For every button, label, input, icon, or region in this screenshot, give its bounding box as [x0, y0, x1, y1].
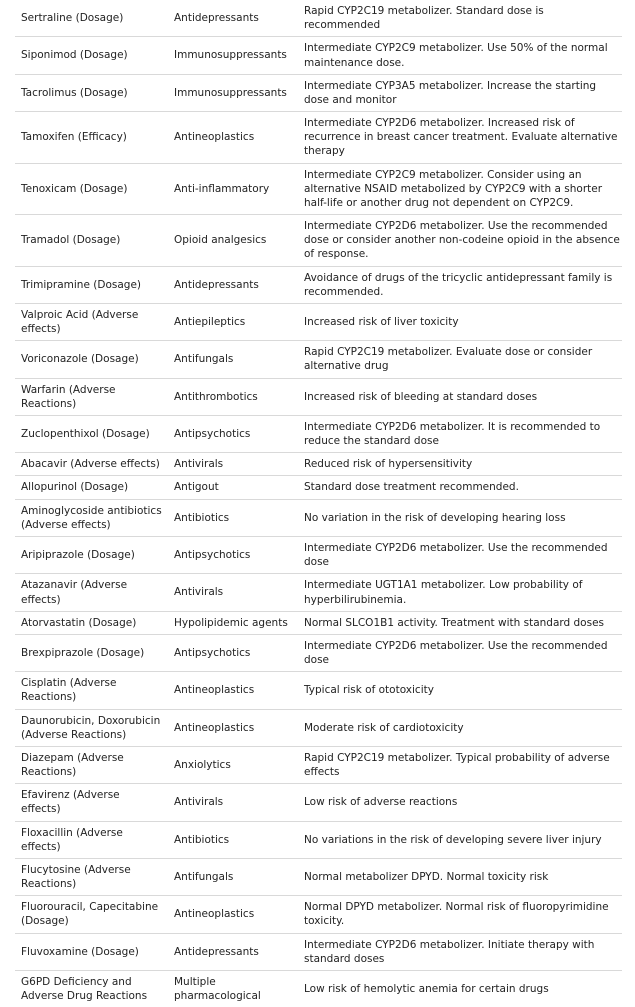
drug-category-cell: Antibiotics — [168, 499, 298, 536]
table-row — [15, 858, 622, 895]
drug-category-cell: Antibiotics — [168, 821, 298, 858]
drug-category-cell: Antipsychotics — [168, 634, 298, 671]
recommendation-cell: Rapid CYP2C19 metabolizer. Typical probability of adverse effects — [298, 746, 622, 783]
drug-name-cell: Diazepam (Adverse Reactions) — [15, 746, 168, 783]
recommendation-cell: Intermediate CYP2C9 metabolizer. Consider using an alternative NSAID metabolized by CYP2C9 with a shorter half-life or another drug not dependent on CYP2C9. — [298, 163, 622, 215]
recommendation-cell: Rapid CYP2C19 metabolizer. Standard dose is recommended — [304, 5, 544, 32]
drug-name-cell: Zuclopenthixol (Dosage) — [15, 415, 168, 452]
table-row — [15, 37, 622, 74]
drug-name-cell: Tamoxifen (Efficacy) — [15, 112, 168, 164]
recommendation-cell: Intermediate UGT1A1 metabolizer. Low probability of hyperbilirubinemia. — [298, 574, 622, 611]
drug-name-cell: Sertraline (Dosage) — [21, 12, 124, 25]
recommendation-cell: Avoidance of drugs of the tricyclic antidepressant family is recommended. — [298, 266, 622, 303]
table-row — [15, 634, 622, 671]
drug-name-cell: Floxacillin (Adverse effects) — [15, 821, 168, 858]
table-row — [15, 215, 622, 267]
drug-category-cell: Antidepressants — [168, 933, 298, 970]
drug-name-cell: Efavirenz (Adverse effects) — [15, 784, 168, 821]
drug-name-cell: Trimipramine (Dosage) — [15, 266, 168, 303]
table-row — [15, 378, 622, 415]
recommendation-cell: Typical risk of ototoxicity — [298, 672, 622, 709]
table-row — [15, 74, 622, 111]
drug-name-cell: Tenoxicam (Dosage) — [15, 163, 168, 215]
table-row — [15, 499, 622, 536]
table-row — [15, 476, 622, 499]
recommendation-cell: Intermediate CYP2D6 metabolizer. It is recommended to reduce the standard dose — [298, 415, 622, 452]
drug-name-cell: Brexpiprazole (Dosage) — [15, 634, 168, 671]
drug-name-cell: Tramadol (Dosage) — [15, 215, 168, 267]
table-row — [15, 896, 622, 933]
drug-category-cell: Antifungals — [168, 858, 298, 895]
drug-name-cell: G6PD Deficiency and Adverse Drug Reactions — [15, 970, 168, 1007]
table-row — [15, 341, 622, 378]
recommendation-cell: Intermediate CYP2D6 metabolizer. Use the recommended dose or consider another non-codeine opioid in the absence of response. — [298, 215, 622, 267]
drug-name-cell: Tacrolimus (Dosage) — [15, 74, 168, 111]
drug-name-cell: Fluorouracil, Capecitabine (Dosage) — [15, 896, 168, 933]
drug-name-cell: Flucytosine (Adverse Reactions) — [15, 858, 168, 895]
drug-category-cell: Antivirals — [168, 574, 298, 611]
table-row — [15, 266, 622, 303]
drug-name-cell: Valproic Acid (Adverse effects) — [15, 303, 168, 340]
drug-category-cell: Antivirals — [168, 784, 298, 821]
drug-name-cell: Atorvastatin (Dosage) — [15, 611, 168, 634]
recommendation-cell: Intermediate CYP2D6 metabolizer. Increased risk of recurrence in breast cancer treatment. Evaluate alternative therapy — [298, 112, 622, 164]
drug-category-cell: Antigout — [168, 476, 298, 499]
drug-name-cell: Voriconazole (Dosage) — [15, 341, 168, 378]
recommendation-cell: Reduced risk of hypersensitivity — [298, 453, 622, 476]
drug-name-cell: Siponimod (Dosage) — [15, 37, 168, 74]
table-row — [15, 709, 622, 746]
drug-category-cell: Antiepileptics — [168, 303, 298, 340]
drug-category-cell: Immunosuppressants — [168, 37, 298, 74]
drug-category-cell: Antineoplastics — [168, 112, 298, 164]
recommendation-cell: Low risk of hemolytic anemia for certain drugs — [298, 970, 622, 1007]
drug-category-cell: Anxiolytics — [168, 746, 298, 783]
drug-name-cell: Daunorubicin, Doxorubicin (Adverse Reactions) — [15, 709, 168, 746]
table-row — [15, 672, 622, 709]
recommendation-cell: No variations in the risk of developing severe liver injury — [298, 821, 622, 858]
recommendation-cell: Intermediate CYP3A5 metabolizer. Increase the starting dose and monitor — [298, 74, 622, 111]
table-row — [15, 536, 622, 573]
recommendation-cell: Intermediate CYP2D6 metabolizer. Use the recommended dose — [298, 634, 622, 671]
recommendation-cell: Normal metabolizer DPYD. Normal toxicity risk — [298, 858, 622, 895]
recommendation-cell: Standard dose treatment recommended. — [298, 476, 622, 499]
table-row — [15, 784, 622, 821]
drug-category-cell: Antineoplastics — [168, 672, 298, 709]
drug-category-cell: Antipsychotics — [168, 536, 298, 573]
drug-name-cell: Abacavir (Adverse effects) — [15, 453, 168, 476]
drug-name-cell: Aripiprazole (Dosage) — [15, 536, 168, 573]
recommendation-cell: Normal DPYD metabolizer. Normal risk of fluoropyrimidine toxicity. — [298, 896, 622, 933]
drug-name-cell: Atazanavir (Adverse effects) — [15, 574, 168, 611]
table-row — [15, 415, 622, 452]
drug-name-cell: Aminoglycoside antibiotics (Adverse effects) — [15, 499, 168, 536]
table-row — [15, 746, 622, 783]
table-row — [15, 933, 622, 970]
table-row — [15, 453, 622, 476]
table-row — [15, 574, 622, 611]
drug-category-cell: Antineoplastics — [168, 896, 298, 933]
drug-name-cell: Cisplatin (Adverse Reactions) — [15, 672, 168, 709]
recommendation-cell: Moderate risk of cardiotoxicity — [298, 709, 622, 746]
drug-category-cell: Antipsychotics — [168, 415, 298, 452]
table-row — [15, 970, 622, 1007]
drug-name-cell: Fluvoxamine (Dosage) — [15, 933, 168, 970]
pharmacogenomics-table — [15, 0, 622, 1007]
recommendation-cell: Rapid CYP2C19 metabolizer. Evaluate dose or consider alternative drug — [298, 341, 622, 378]
drug-category-cell: Antithrombotics — [168, 378, 298, 415]
recommendation-cell: Normal SLCO1B1 activity. Treatment with standard doses — [298, 611, 622, 634]
table-row — [15, 303, 622, 340]
drug-category-cell: Antifungals — [168, 341, 298, 378]
drug-category-cell: Antivirals — [168, 453, 298, 476]
recommendation-cell: Intermediate CYP2D6 metabolizer. Use the recommended dose — [298, 536, 622, 573]
drug-category-cell: Hypolipidemic agents — [168, 611, 298, 634]
table-row — [15, 0, 622, 37]
table-row — [15, 821, 622, 858]
recommendation-cell: Increased risk of bleeding at standard doses — [298, 378, 622, 415]
table-row — [15, 611, 622, 634]
table-row — [15, 112, 622, 164]
drug-category-cell: Opioid analgesics — [168, 215, 298, 267]
recommendation-cell: Intermediate CYP2D6 metabolizer. Initiate therapy with standard doses — [298, 933, 622, 970]
drug-category-cell: Antineoplastics — [168, 709, 298, 746]
drug-category-cell: Antidepressants — [168, 266, 298, 303]
recommendation-cell: Increased risk of liver toxicity — [298, 303, 622, 340]
table-row — [15, 163, 622, 215]
drug-category-cell: Multiple pharmacological — [168, 970, 298, 1007]
drug-category-cell: Antidepressants — [174, 12, 259, 25]
drug-name-cell: Allopurinol (Dosage) — [15, 476, 168, 499]
recommendation-cell: No variation in the risk of developing hearing loss — [298, 499, 622, 536]
drug-name-cell: Warfarin (Adverse Reactions) — [15, 378, 168, 415]
drug-category-cell: Anti-inflammatory — [168, 163, 298, 215]
drug-category-cell: Immunosuppressants — [168, 74, 298, 111]
recommendation-cell: Intermediate CYP2C9 metabolizer. Use 50% of the normal maintenance dose. — [298, 37, 622, 74]
recommendation-cell: Low risk of adverse reactions — [298, 784, 622, 821]
